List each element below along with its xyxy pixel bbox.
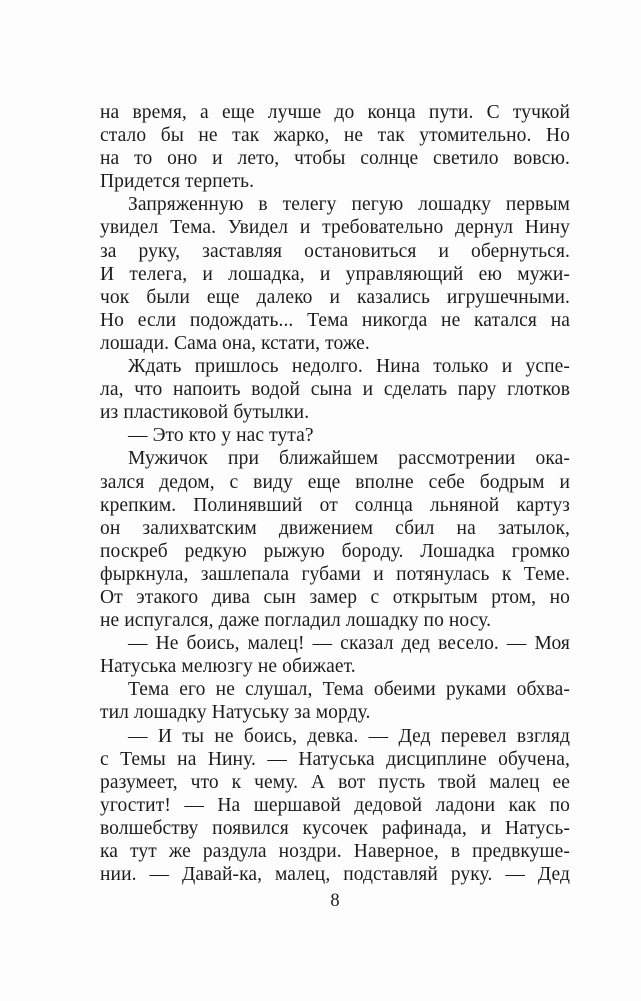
text-line: на время, а еще лучше до конца пути. С тучкой (100, 102, 570, 123)
text-line: — И ты не боись, девка. — Дед перевел взгляд (128, 725, 570, 747)
text-line: Мужичок при ближайшем рассмотрении ока- (128, 448, 570, 470)
text-line: не испугался, даже погладил лошадку по носу. (100, 610, 492, 632)
text-line: с Темы на Нину. — Натуська дисциплине обучена, (100, 748, 570, 770)
text-line: поскреб редкую рыжую бороду. Лошадка громко (100, 540, 570, 562)
text-line: зался дедом, с виду еще вполне себе бодрым и (100, 471, 570, 493)
text-line: Придется терпеть. (100, 171, 255, 193)
text-line: тил лошадку Натуську за морду. (100, 702, 371, 724)
text-line: Но если подождать... Тема никогда не катался на (100, 309, 570, 331)
text-line: — Это кто у нас тута? (128, 425, 314, 447)
text-line: чок были еще далеко и казались игрушечными. (100, 286, 570, 308)
text-line: нии. — Давай-ка, малец, подставляй руку. — Дед (100, 864, 570, 886)
text-line: из пластиковой бутылки. (100, 402, 310, 424)
text-line: волшебству появился кусочек рафинада, и Натусь- (100, 817, 570, 839)
text-line: лошади. Сама она, кстати, тоже. (100, 332, 370, 354)
text-line: за руку, заставляя остановиться и обернуться. (100, 240, 570, 262)
text-line: он залихватским движением сбил на затылок, (100, 517, 570, 539)
text-block (100, 101, 570, 886)
text-line: — Не боись, малец! — сказал дед весело. — Моя (128, 633, 570, 655)
text-line: крепким. Полинявший от солнца льняной картуз (100, 494, 570, 516)
text-line: увидел Тема. Увидел и требовательно дернул Нину (100, 217, 570, 239)
text-line: ла, что напоить водой сына и сделать пару глотков (100, 379, 570, 401)
text-line: на то оно и лето, чтобы солнце светило вовсю. (100, 148, 570, 170)
text-line: угостит! — На шершавой дедовой ладони как по (100, 794, 570, 816)
text-line: Натуська мелюзгу не обижает. (100, 656, 356, 678)
text-line: фыркнула, зашлепала губами и потянулась к Теме. (100, 563, 570, 585)
page-number: 8 (330, 891, 340, 911)
text-line: И телега, и лошадка, и управляющий ею мужи- (100, 263, 570, 285)
text-line: разумеет, что к чему. А вот пусть твой малец ее (100, 771, 570, 793)
text-line: Ждать пришлось недолго. Нина только и успе- (128, 356, 570, 378)
text-line: ка тут же раздула ноздри. Наверное, в предвкуше- (100, 841, 570, 862)
text-line: стало бы не так жарко, не так утомительно. Но (100, 125, 570, 147)
text-line: От этакого дива сын замер с открытым ртом, но (100, 586, 570, 608)
text-line: Запряженную в телегу пегую лошадку первым (128, 194, 570, 216)
text-line: Тема его не слушал, Тема обеими руками обхва- (128, 679, 570, 701)
